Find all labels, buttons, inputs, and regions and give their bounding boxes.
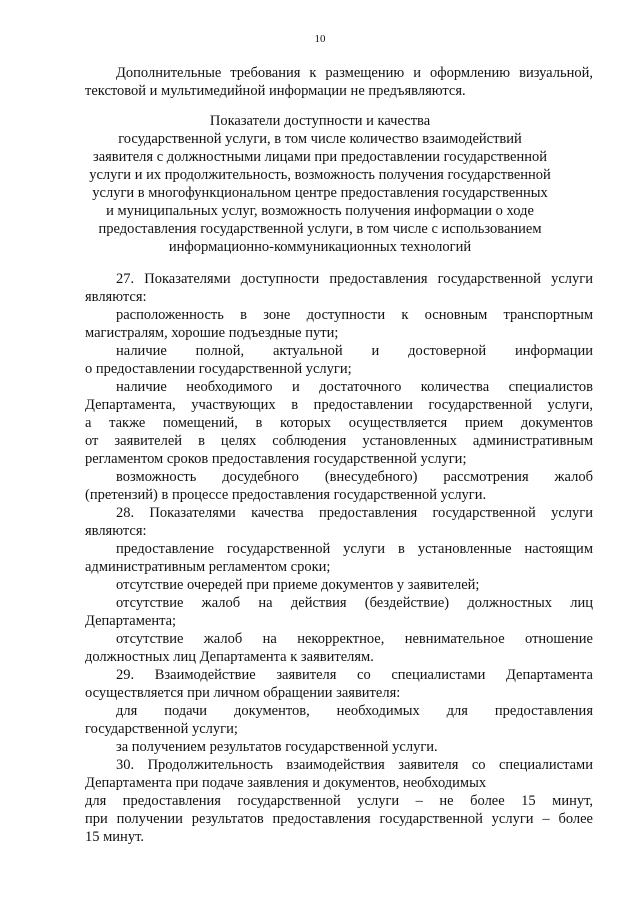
heading-line-6: и муниципальных услуг, возможность получения информации о ходе xyxy=(106,203,534,219)
body-line-5: наличие полной, актуальной и достоверной информации xyxy=(116,343,593,359)
body-line-18: отсутствие очередей при приеме документов у заявителей; xyxy=(116,577,480,593)
body-line-30: для предоставления государственной услуги – не более 15 минут, xyxy=(85,793,593,809)
body-line-8: Департамента, участвующих в предоставлении государственной услуги, xyxy=(85,397,593,413)
body-line-23: 29. Взаимодействие заявителя со специалистами Департамента xyxy=(116,667,593,683)
page-number: 10 xyxy=(314,33,326,45)
body-line-31: при получении результатов предоставления государственной услуги – более xyxy=(85,811,593,827)
body-line-3: расположенность в зоне доступности к основным транспортным xyxy=(116,307,593,323)
heading-line-8: информационно-коммуникационных технологий xyxy=(168,239,472,255)
body-line-25: для подачи документов, необходимых для предоставления xyxy=(116,703,593,719)
intro-line-1: Дополнительные требования к размещению и оформлению визуальной, xyxy=(116,65,593,81)
body-line-6: о предоставлении государственной услуги; xyxy=(85,361,352,377)
body-line-12: возможность досудебного (внесудебного) рассмотрения жалоб xyxy=(116,469,593,485)
body-line-17: административным регламентом сроки; xyxy=(85,559,331,575)
body-line-2: являются: xyxy=(85,289,147,305)
body-line-1: 27. Показателями доступности предоставления государственной услуги xyxy=(116,271,593,287)
body-line-27: за получением результатов государственной услуги. xyxy=(116,739,438,755)
body-line-29: Департамента при подаче заявления и документов, необходимых xyxy=(85,775,487,791)
body-line-10: от заявителей в целях соблюдения установленных административным xyxy=(85,433,593,449)
heading-line-7: предоставления государственной услуги, в том числе с использованием xyxy=(98,221,542,237)
body-line-24: осуществляется при личном обращении заявителя: xyxy=(85,685,401,701)
intro-line-2: текстовой и мультимедийной информации не предъявляются. xyxy=(85,83,466,99)
body-line-21: отсутствие жалоб на некорректное, невнимательное отношение xyxy=(116,631,593,647)
body-line-32: 15 минут. xyxy=(85,829,144,845)
body-line-13: (претензий) в процессе предоставления государственной услуги. xyxy=(85,487,487,503)
heading-line-4: услуги и их продолжительность, возможность получения государственной xyxy=(89,167,551,183)
body-line-14: 28. Показателями качества предоставления государственной услуги xyxy=(116,505,593,521)
body-line-11: регламентом сроков предоставления государственной услуги; xyxy=(85,451,467,467)
body-line-26: государственной услуги; xyxy=(85,721,238,737)
body-line-9: а также помещений, в которых осуществляется прием документов xyxy=(85,415,593,431)
body-line-20: Департамента; xyxy=(85,613,177,629)
body-line-4: магистралям, хорошие подъездные пути; xyxy=(85,325,339,341)
body-line-15: являются: xyxy=(85,523,147,539)
body-line-7: наличие необходимого и достаточного количества специалистов xyxy=(116,379,593,395)
body-line-16: предоставление государственной услуги в установленные настоящим xyxy=(116,541,593,557)
body-line-22: должностных лиц Департамента к заявителям. xyxy=(85,649,374,665)
heading-line-2: государственной услуги, в том числе количество взаимодействий xyxy=(118,131,522,147)
heading-line-3: заявителя с должностными лицами при предоставлении государственной xyxy=(92,149,548,165)
body-line-28: 30. Продолжительность взаимодействия заявителя со специалистами xyxy=(116,757,593,773)
heading-line-1: Показатели доступности и качества xyxy=(209,113,431,129)
body-line-19: отсутствие жалоб на действия (бездействие) должностных лиц xyxy=(116,595,593,611)
heading-line-5: услуги в многофункциональном центре предоставления государственных xyxy=(92,185,548,201)
